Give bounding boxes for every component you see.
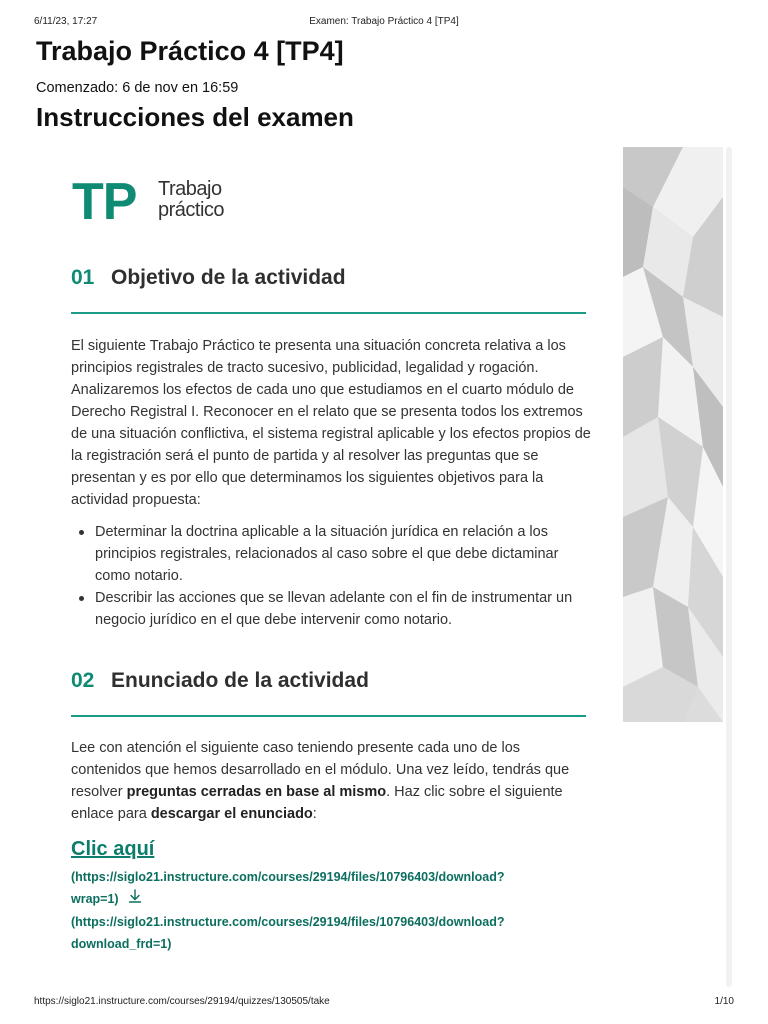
section-heading-objetivo <box>71 266 586 314</box>
section-number: 01 <box>71 266 95 289</box>
bullet-dot-icon <box>79 596 84 601</box>
tp-logo-word1: Trabajo <box>158 178 222 200</box>
statement-text: : <box>312 806 317 822</box>
tp-logo-word2: práctico <box>158 199 225 221</box>
print-page-url: https://siglo21.instructure.com/courses/29194/quizzes/130505/take <box>34 996 330 1007</box>
file-url-link-text[interactable]: wrap=1) <box>71 892 119 906</box>
section-heading-enunciado <box>71 669 586 717</box>
tp-logo-letters: TP <box>72 173 137 231</box>
statement-text: . Haz clic sobre el siguiente enlace para <box>71 784 563 822</box>
download-arrow-icon[interactable] <box>127 888 143 911</box>
print-doc-title: Examen: Trabajo Práctico 4 [TP4] <box>309 16 459 27</box>
section-title: Enunciado de la actividad <box>111 669 369 692</box>
print-page-number: 1/10 <box>714 996 734 1007</box>
list-item-text: Describir las acciones que se llevan adelante con el fin de instrumentar un negocio jurídico en el que debe intervenir como notario. <box>95 590 573 628</box>
file-url-link-line2[interactable] <box>71 888 591 911</box>
objectives-list <box>71 521 591 631</box>
instructions-title: Instrucciones del examen <box>36 102 354 132</box>
tp-logo-words <box>158 179 224 221</box>
decorative-architecture-image <box>623 147 723 722</box>
download-url-link-line1[interactable]: (https://siglo21.instructure.com/courses/29194/files/10796403/download? <box>71 915 505 930</box>
section-title: Objetivo de la actividad <box>111 266 346 289</box>
list-item <box>71 521 591 587</box>
print-footer <box>34 996 734 1010</box>
content-scrollbar[interactable] <box>726 147 732 987</box>
started-timestamp: Comenzado: 6 de nov en 16:59 <box>36 80 239 96</box>
print-date: 6/11/23, 17:27 <box>34 16 98 27</box>
download-links <box>71 866 591 955</box>
list-item-text: Determinar la doctrina aplicable a la situación jurídica en relación a los principios registrales, relacionados al caso sobre el que debe dictaminar como notario. <box>95 524 559 584</box>
objective-paragraph: El siguiente Trabajo Práctico te presenta una situación concreta relativa a los principios registrales de tracto sucesivo, publicidad, legalidad y rogación. Analizaremos los efectos de cada uno que estudiamos en el cuarto módulo de Derecho Registral I. Reconocer en el relato que se presenta todos los extremos de una situación conflictiva, el sistema registral aplicable y los efectos propios de la registración será el punto de partida y al resolver las preguntas que se presentan y es por ello que determinamos los siguientes objetivos para la actividad propuesta: <box>71 338 591 508</box>
bullet-dot-icon <box>79 530 84 535</box>
clic-aqui-link[interactable]: Clic aquí <box>71 838 155 860</box>
statement-paragraph <box>71 737 591 825</box>
statement-bold-closed-questions: preguntas cerradas en base al mismo <box>126 784 387 800</box>
statement-text: Lee con atención el siguiente caso teniendo presente cada uno de los contenidos que hemos desarrollado en el módulo. Una vez leído, tendrás que resolver <box>71 740 570 800</box>
print-header <box>34 16 734 30</box>
section-number: 02 <box>71 669 95 692</box>
architecture-pattern-icon <box>623 147 723 722</box>
quiz-title: Trabajo Práctico 4 [TP4] <box>36 36 344 66</box>
download-url-link-line2[interactable]: download_frd=1) <box>71 937 172 952</box>
statement-bold-download: descargar el enunciado <box>150 806 313 822</box>
file-url-link-line1[interactable]: (https://siglo21.instructure.com/courses/29194/files/10796403/download? <box>71 870 505 884</box>
list-item <box>71 587 591 631</box>
